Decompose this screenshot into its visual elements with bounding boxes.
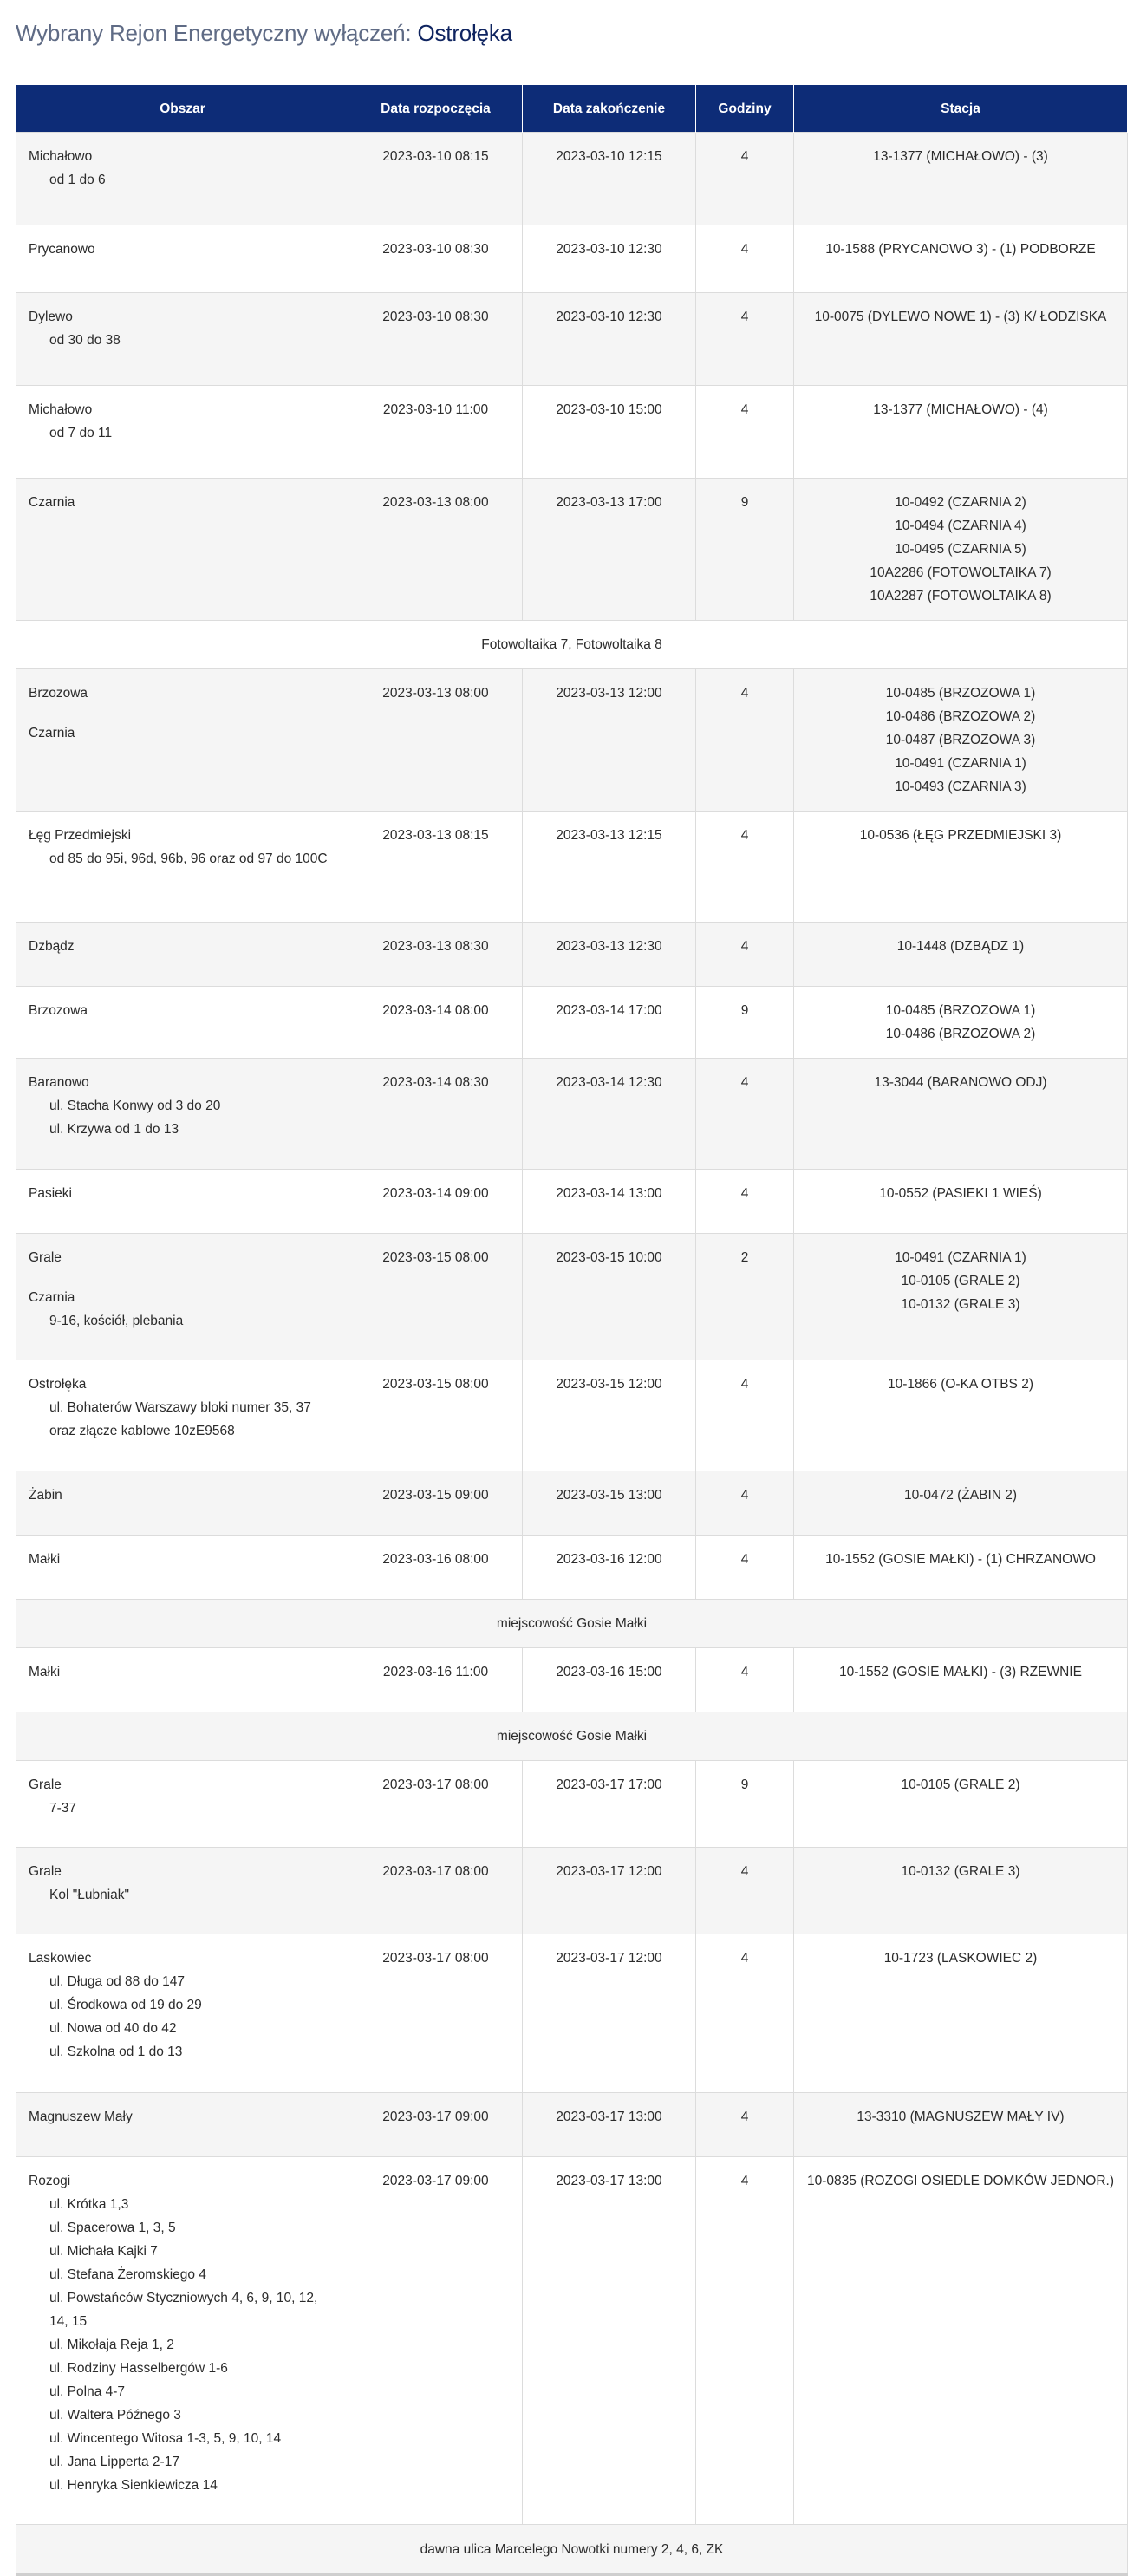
station-entry: 10-0487 (BRZOZOWA 3) — [885, 733, 1036, 747]
table-header-row — [16, 85, 1128, 133]
area-detail: ul. Spacerowa 1, 3, 5 — [49, 2221, 176, 2235]
station-entry: 13-3310 (MAGNUSZEW MAŁY IV) — [857, 2110, 1065, 2124]
station-entry: 10-0536 (ŁĘG PRZEDMIEJSKI 3) — [859, 828, 1062, 843]
start-date-cell: 2023-03-10 11:00 — [349, 386, 523, 479]
start-date-cell: 2023-03-17 08:00 — [349, 1934, 523, 2093]
hours-cell: 4 — [696, 669, 794, 812]
area-detail: ul. Środkowa od 19 do 29 — [49, 1998, 202, 2012]
page-title — [16, 20, 512, 47]
end-date-cell: 2023-03-17 13:00 — [523, 2157, 696, 2525]
area-locality: Grale — [29, 1864, 62, 1879]
area-detail: ul. Powstańców Styczniowych 4, 6, 9, 10, 12, 14, 15 — [49, 2291, 318, 2329]
area-locality: Czarnia — [29, 726, 75, 740]
area-locality: Magnuszew Mały — [29, 2110, 133, 2124]
area-locality: Małki — [29, 1665, 61, 1679]
column-header-hours: Godziny — [696, 85, 794, 133]
table-row — [16, 386, 1128, 479]
table-row — [16, 1934, 1128, 2093]
station-entry: 10-0494 (CZARNIA 4) — [895, 518, 1026, 533]
end-date-cell: 2023-03-17 13:00 — [523, 2093, 696, 2157]
area-cell — [16, 225, 349, 293]
table-row — [16, 2093, 1128, 2157]
station-cell — [794, 133, 1128, 225]
station-entry: 10-0835 (ROZOGI OSIEDLE DOMKÓW JEDNOR.) — [807, 2174, 1114, 2188]
area-cell — [16, 1848, 349, 1934]
table-row — [16, 1648, 1128, 1712]
start-date-cell: 2023-03-13 08:15 — [349, 812, 523, 923]
station-cell — [794, 1059, 1128, 1170]
station-cell — [794, 479, 1128, 621]
table-header — [16, 85, 1128, 133]
table-row — [16, 1536, 1128, 1600]
start-date-cell: 2023-03-10 08:30 — [349, 293, 523, 386]
station-entry: 13-1377 (MICHAŁOWO) - (4) — [873, 402, 1048, 417]
area-detail: ul. Stefana Żeromskiego 4 — [49, 2267, 206, 2282]
table-row — [16, 1059, 1128, 1170]
area-detail: ul. Michała Kajki 7 — [49, 2244, 158, 2259]
station-cell — [794, 1360, 1128, 1471]
area-locality: Czarnia — [29, 495, 75, 510]
table-row — [16, 987, 1128, 1059]
hours-cell: 4 — [696, 2093, 794, 2157]
station-entry: 10-1866 (O-KA OTBS 2) — [888, 1377, 1033, 1392]
area-cell — [16, 1536, 349, 1600]
area-detail: od 30 do 38 — [49, 333, 121, 348]
station-cell — [794, 1848, 1128, 1934]
area-detail: 9-16, kościół, plebania — [49, 1314, 184, 1328]
area-locality: Grale — [29, 1250, 62, 1265]
area-locality: Baranowo — [29, 1075, 89, 1090]
area-group-spacer — [29, 1269, 336, 1286]
area-cell — [16, 812, 349, 923]
area-locality: Michałowo — [29, 149, 93, 164]
end-date-cell: 2023-03-10 12:30 — [523, 225, 696, 293]
area-detail: ul. Jana Lipperta 2-17 — [49, 2455, 179, 2469]
station-entry: 10-0486 (BRZOZOWA 2) — [885, 1027, 1036, 1041]
hours-cell: 4 — [696, 812, 794, 923]
hours-cell: 4 — [696, 1536, 794, 1600]
station-entry: 10-0485 (BRZOZOWA 1) — [885, 686, 1036, 701]
area-detail: ul. Mikołaja Reja 1, 2 — [49, 2338, 174, 2352]
end-date-cell: 2023-03-10 15:00 — [523, 386, 696, 479]
station-entry: 10-1588 (PRYCANOWO 3) - (1) PODBORZE — [825, 242, 1096, 257]
area-locality: Dzbądz — [29, 939, 75, 954]
end-date-cell: 2023-03-17 12:00 — [523, 1934, 696, 2093]
area-cell — [16, 133, 349, 225]
area-detail: ul. Bohaterów Warszawy bloki numer 35, 37 oraz złącze kablowe 10zE9568 — [49, 1400, 311, 1438]
area-locality: Grale — [29, 1777, 62, 1792]
start-date-cell: 2023-03-13 08:00 — [349, 479, 523, 621]
area-cell — [16, 1360, 349, 1471]
start-date-cell: 2023-03-17 08:00 — [349, 1761, 523, 1848]
note-cell: dawna ulica Marcelego Nowotki numery 2, 4, 6, ZK — [16, 2525, 1128, 2575]
start-date-cell: 2023-03-14 09:00 — [349, 1170, 523, 1234]
hours-cell: 4 — [696, 1934, 794, 2093]
start-date-cell: 2023-03-10 08:30 — [349, 225, 523, 293]
table-note-row — [16, 1712, 1128, 1761]
table-row — [16, 1848, 1128, 1934]
note-cell: Fotowoltaika 7, Fotowoltaika 8 — [16, 621, 1128, 669]
end-date-cell: 2023-03-13 12:15 — [523, 812, 696, 923]
area-locality: Żabin — [29, 1488, 62, 1503]
area-detail: 7-37 — [49, 1801, 77, 1816]
station-entry: 10-1552 (GOSIE MAŁKI) - (3) RZEWNIE — [839, 1665, 1082, 1679]
table-row — [16, 812, 1128, 923]
station-cell — [794, 2093, 1128, 2157]
station-cell — [794, 2157, 1128, 2525]
table-row — [16, 1170, 1128, 1234]
area-cell — [16, 1648, 349, 1712]
station-entry: 10-0492 (CZARNIA 2) — [895, 495, 1026, 510]
hours-cell: 4 — [696, 133, 794, 225]
area-locality: Brzozowa — [29, 1003, 88, 1018]
area-cell — [16, 2093, 349, 2157]
note-cell: miejscowość Gosie Małki — [16, 1600, 1128, 1648]
station-entry: 10-0105 (GRALE 2) — [901, 1777, 1020, 1792]
area-locality: Ostrołęka — [29, 1377, 87, 1392]
end-date-cell: 2023-03-17 17:00 — [523, 1761, 696, 1848]
column-header-end-date: Data zakończenie — [523, 85, 696, 133]
station-entry: 10-1448 (DZBĄDZ 1) — [896, 939, 1025, 954]
area-detail: ul. Wincentego Witosa 1-3, 5, 9, 10, 14 — [49, 2431, 282, 2446]
station-entry: 10-0491 (CZARNIA 1) — [895, 1250, 1026, 1265]
area-locality: Dylewo — [29, 310, 73, 324]
hours-cell: 4 — [696, 1648, 794, 1712]
area-detail: od 7 do 11 — [49, 426, 113, 440]
area-detail: ul. Krzywa od 1 do 13 — [49, 1122, 179, 1137]
end-date-cell: 2023-03-13 12:30 — [523, 923, 696, 987]
end-date-cell: 2023-03-16 15:00 — [523, 1648, 696, 1712]
station-cell — [794, 1471, 1128, 1536]
hours-cell: 9 — [696, 1761, 794, 1848]
station-cell — [794, 1648, 1128, 1712]
station-entry: 10A2286 (FOTOWOLTAIKA 7) — [870, 565, 1052, 580]
hours-cell: 4 — [696, 293, 794, 386]
start-date-cell: 2023-03-17 08:00 — [349, 1848, 523, 1934]
area-cell — [16, 923, 349, 987]
station-cell — [794, 293, 1128, 386]
start-date-cell: 2023-03-14 08:30 — [349, 1059, 523, 1170]
hours-cell: 4 — [696, 1360, 794, 1471]
area-detail: ul. Henryka Sienkiewicza 14 — [49, 2478, 218, 2493]
station-entry: 10-0552 (PASIEKI 1 WIEŚ) — [879, 1186, 1042, 1201]
hours-cell: 4 — [696, 1848, 794, 1934]
hours-cell: 4 — [696, 386, 794, 479]
end-date-cell: 2023-03-14 13:00 — [523, 1170, 696, 1234]
table-row — [16, 293, 1128, 386]
start-date-cell: 2023-03-17 09:00 — [349, 2093, 523, 2157]
station-cell — [794, 1761, 1128, 1848]
area-locality: Prycanowo — [29, 242, 95, 257]
area-cell — [16, 386, 349, 479]
station-entry: 10-0495 (CZARNIA 5) — [895, 542, 1026, 557]
station-entry: 10-0105 (GRALE 2) — [901, 1274, 1020, 1288]
station-entry: 10-1552 (GOSIE MAŁKI) - (1) CHRZANOWO — [825, 1552, 1096, 1567]
station-cell — [794, 669, 1128, 812]
station-entry: 10A2287 (FOTOWOLTAIKA 8) — [870, 589, 1052, 603]
area-cell — [16, 1934, 349, 2093]
area-detail: ul. Stacha Konwy od 3 do 20 — [49, 1099, 221, 1113]
hours-cell: 9 — [696, 987, 794, 1059]
outages-table — [16, 85, 1128, 2576]
column-header-station: Stacja — [794, 85, 1128, 133]
end-date-cell: 2023-03-15 13:00 — [523, 1471, 696, 1536]
table-row — [16, 923, 1128, 987]
hours-cell: 2 — [696, 1234, 794, 1360]
station-cell — [794, 923, 1128, 987]
end-date-cell: 2023-03-10 12:15 — [523, 133, 696, 225]
column-header-area: Obszar — [16, 85, 349, 133]
station-entry: 10-0491 (CZARNIA 1) — [895, 756, 1026, 771]
start-date-cell: 2023-03-15 08:00 — [349, 1360, 523, 1471]
start-date-cell: 2023-03-15 08:00 — [349, 1234, 523, 1360]
start-date-cell: 2023-03-13 08:30 — [349, 923, 523, 987]
area-locality: Łęg Przedmiejski — [29, 828, 132, 843]
station-cell — [794, 1536, 1128, 1600]
start-date-cell: 2023-03-17 09:00 — [349, 2157, 523, 2525]
end-date-cell: 2023-03-14 12:30 — [523, 1059, 696, 1170]
station-entry: 10-0493 (CZARNIA 3) — [895, 779, 1026, 794]
hours-cell: 4 — [696, 1059, 794, 1170]
start-date-cell: 2023-03-16 11:00 — [349, 1648, 523, 1712]
table-row — [16, 225, 1128, 293]
end-date-cell: 2023-03-13 17:00 — [523, 479, 696, 621]
area-cell — [16, 1059, 349, 1170]
hours-cell: 4 — [696, 2157, 794, 2525]
station-cell — [794, 1170, 1128, 1234]
area-detail: ul. Długa od 88 do 147 — [49, 1974, 185, 1989]
start-date-cell: 2023-03-13 08:00 — [349, 669, 523, 812]
area-locality: Laskowiec — [29, 1951, 92, 1966]
end-date-cell: 2023-03-10 12:30 — [523, 293, 696, 386]
area-detail: ul. Rodziny Hasselbergów 1-6 — [49, 2361, 228, 2376]
area-cell — [16, 1170, 349, 1234]
table-row — [16, 1471, 1128, 1536]
area-locality: Małki — [29, 1552, 61, 1567]
table-row — [16, 669, 1128, 812]
station-entry: 10-0132 (GRALE 3) — [901, 1297, 1020, 1312]
selected-region: Ostrołęka — [417, 20, 512, 47]
area-detail: ul. Nowa od 40 do 42 — [49, 2021, 177, 2036]
hours-cell: 9 — [696, 479, 794, 621]
area-detail: od 85 do 95i, 96d, 96b, 96 oraz od 97 do 100C — [49, 851, 328, 866]
table-note-row — [16, 621, 1128, 669]
table-body — [16, 133, 1128, 2575]
table-row — [16, 479, 1128, 621]
area-locality: Pasieki — [29, 1186, 72, 1201]
note-cell: miejscowość Gosie Małki — [16, 1712, 1128, 1761]
area-cell — [16, 479, 349, 621]
station-entry: 10-0485 (BRZOZOWA 1) — [885, 1003, 1036, 1018]
area-cell — [16, 1234, 349, 1360]
start-date-cell: 2023-03-14 08:00 — [349, 987, 523, 1059]
area-locality: Michałowo — [29, 402, 93, 417]
table-row — [16, 2157, 1128, 2525]
station-cell — [794, 386, 1128, 479]
station-entry: 10-1723 (LASKOWIEC 2) — [883, 1951, 1038, 1966]
station-entry: 13-3044 (BARANOWO ODJ) — [874, 1075, 1047, 1090]
end-date-cell: 2023-03-16 12:00 — [523, 1536, 696, 1600]
end-date-cell: 2023-03-17 12:00 — [523, 1848, 696, 1934]
area-detail: ul. Szkolna od 1 do 13 — [49, 2044, 183, 2059]
area-cell — [16, 987, 349, 1059]
area-detail: ul. Waltera Późnego 3 — [49, 2408, 181, 2423]
area-detail: ul. Krótka 1,3 — [49, 2197, 129, 2212]
station-cell — [794, 1234, 1128, 1360]
area-cell — [16, 1761, 349, 1848]
area-locality: Czarnia — [29, 1290, 75, 1305]
station-cell — [794, 987, 1128, 1059]
page-title-label: Wybrany Rejon Energetyczny wyłączeń: — [16, 20, 412, 47]
table-row — [16, 1761, 1128, 1848]
station-cell — [794, 1934, 1128, 2093]
table-row — [16, 133, 1128, 225]
station-cell — [794, 225, 1128, 293]
end-date-cell: 2023-03-15 10:00 — [523, 1234, 696, 1360]
start-date-cell: 2023-03-16 08:00 — [349, 1536, 523, 1600]
area-detail: Kol "Łubniak" — [49, 1888, 130, 1902]
station-entry: 13-1377 (MICHAŁOWO) - (3) — [873, 149, 1048, 164]
column-header-start-date: Data rozpoczęcia — [349, 85, 523, 133]
area-cell — [16, 669, 349, 812]
station-entry: 10-0472 (ŻABIN 2) — [903, 1488, 1018, 1503]
end-date-cell: 2023-03-14 17:00 — [523, 987, 696, 1059]
station-entry: 10-0075 (DYLEWO NOWE 1) - (3) K/ ŁODZISKA — [814, 310, 1107, 324]
hours-cell: 4 — [696, 225, 794, 293]
hours-cell: 4 — [696, 923, 794, 987]
area-cell — [16, 293, 349, 386]
area-detail: od 1 do 6 — [49, 173, 106, 187]
table-row — [16, 1360, 1128, 1471]
hours-cell: 4 — [696, 1471, 794, 1536]
hours-cell: 4 — [696, 1170, 794, 1234]
end-date-cell: 2023-03-13 12:00 — [523, 669, 696, 812]
area-locality: Brzozowa — [29, 686, 88, 701]
start-date-cell: 2023-03-15 09:00 — [349, 1471, 523, 1536]
station-entry: 10-0486 (BRZOZOWA 2) — [885, 709, 1036, 724]
area-cell — [16, 2157, 349, 2525]
station-entry: 10-0132 (GRALE 3) — [901, 1864, 1020, 1879]
area-locality: Rozogi — [29, 2174, 71, 2188]
table-note-row — [16, 1600, 1128, 1648]
area-cell — [16, 1471, 349, 1536]
start-date-cell: 2023-03-10 08:15 — [349, 133, 523, 225]
station-cell — [794, 812, 1128, 923]
area-group-spacer — [29, 705, 336, 721]
end-date-cell: 2023-03-15 12:00 — [523, 1360, 696, 1471]
area-detail: ul. Polna 4-7 — [49, 2384, 126, 2399]
table-row — [16, 1234, 1128, 1360]
